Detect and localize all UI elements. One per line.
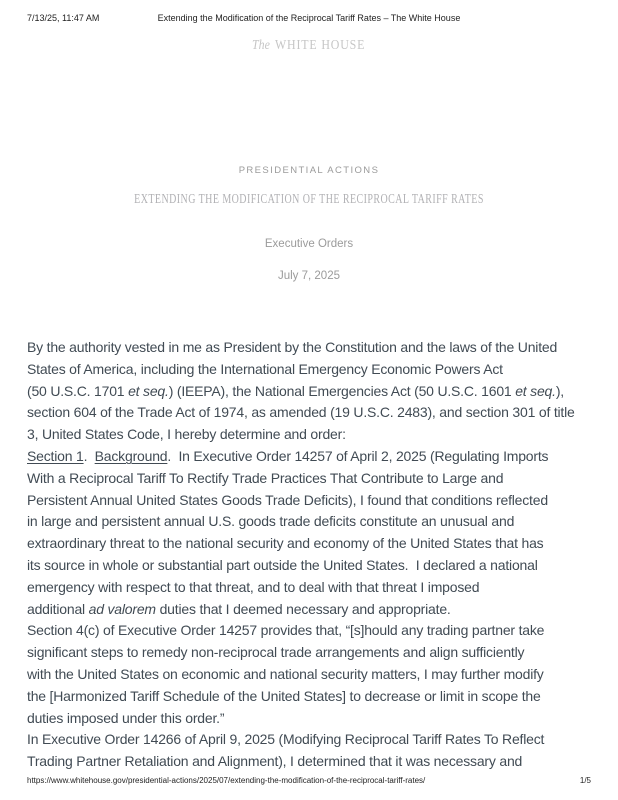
body-line [27, 359, 604, 381]
body-line [27, 599, 604, 621]
text-run: With a Reciprocal Tariff To Rectify Trade Practices That Contribute to Large and [27, 469, 504, 486]
body-line [27, 729, 604, 751]
print-footer [27, 776, 591, 785]
text-run: States of America, including the International Emergency Economic Powers Act [27, 360, 503, 377]
logo-the: The [252, 38, 271, 53]
body-line [27, 533, 604, 555]
text-run: emergency with respect to that threat, and to deal with that threat I imposed [27, 578, 480, 595]
print-page-indicator: 1/5 [579, 776, 591, 785]
text-run: its source in whole or substantial part outside the United States. I declared a national [27, 556, 538, 573]
article-body [27, 337, 604, 773]
text-run: . [83, 447, 95, 464]
article-title-text: EXTENDING THE MODIFICATION OF THE RECIPROCAL TARIFF RATES [134, 191, 484, 206]
body-line [27, 751, 604, 773]
text-run: . In Executive Order 14257 of April 2, 2025 (Regulating Imports [167, 447, 549, 464]
underlined-text: Section 1 [27, 447, 84, 464]
white-house-logo [0, 38, 618, 54]
body-line [27, 381, 604, 403]
text-run: the [Harmonized Tariff Schedule of the United States] to decrease or limit in scope the [27, 687, 541, 704]
print-datetime: 7/13/25, 11:47 AM [27, 13, 100, 23]
article-title [0, 191, 618, 207]
text-run: By the authority vested in me as President by the Constitution and the laws of the United [27, 339, 558, 355]
body-line [27, 402, 604, 424]
body-line [27, 468, 604, 490]
text-run: section 604 of the Trade Act of 1974, as amended (19 U.S.C. 2483), and section 301 of title [27, 404, 575, 421]
body-line [27, 446, 604, 468]
text-run: ) (IEEPA), the National Emergencies Act (50 U.S.C. 1601 [168, 382, 516, 399]
body-line [27, 337, 604, 359]
text-run: duties imposed under this order.” [27, 709, 225, 726]
text-run: (50 U.S.C. 1701 [27, 382, 129, 399]
italic-text: et seq. [515, 382, 556, 399]
text-run: in large and persistent annual U.S. goods trade deficits constitute an unusual and [27, 513, 515, 530]
body-line [27, 620, 604, 642]
body-line [27, 511, 604, 533]
print-document-title: Extending the Modification of the Reciprocal Tariff Rates – The White House [157, 13, 461, 23]
body-line [27, 490, 604, 512]
logo-white-house: WHITE HOUSE [275, 38, 366, 53]
white-house-logo-text [252, 38, 365, 54]
body-line [27, 555, 604, 577]
body-line [27, 664, 604, 686]
text-run: Persistent Annual United States Goods Trade Deficits), I found that conditions reflected [27, 491, 548, 508]
body-line [27, 686, 604, 708]
text-run: Section 4(c) of Executive Order 14257 provides that, “[s]hould any trading partner take [27, 622, 545, 639]
article-date: July 7, 2025 [277, 270, 340, 282]
text-run: Trading Partner Retaliation and Alignment), I determined that it was necessary and [27, 753, 523, 770]
text-run: In Executive Order 14266 of April 9, 2025 (Modifying Reciprocal Tariff Rates To Reflect [27, 731, 545, 748]
body-line [27, 577, 604, 599]
underlined-text: Background [94, 447, 168, 464]
text-run: significant steps to remedy non-reciprocal trade arrangements and align sufficiently [27, 644, 525, 661]
text-run: with the United States on economic and national security matters, I may further modify [27, 665, 544, 682]
italic-text: ad valorem [88, 600, 156, 617]
presidential-actions-eyebrow: PRESIDENTIAL ACTIONS [238, 165, 380, 176]
text-run: ), [555, 382, 564, 399]
print-footer-url: https://www.whitehouse.gov/presidential-actions/2025/07/extending-the-modification-of-the-reciprocal-tariff-rates/ [27, 776, 426, 785]
text-run: extraordinary threat to the national security and economy of the United States that has [27, 535, 544, 552]
text-run: 3, United States Code, I hereby determine and order: [27, 426, 346, 443]
text-run: duties that I deemed necessary and appropriate. [155, 600, 451, 617]
text-run: additional [27, 600, 89, 617]
body-line [27, 424, 604, 446]
print-header [27, 13, 591, 25]
italic-text: et seq. [128, 382, 169, 399]
body-line [27, 708, 604, 730]
article-category: Executive Orders [264, 238, 354, 250]
body-line [27, 642, 604, 664]
